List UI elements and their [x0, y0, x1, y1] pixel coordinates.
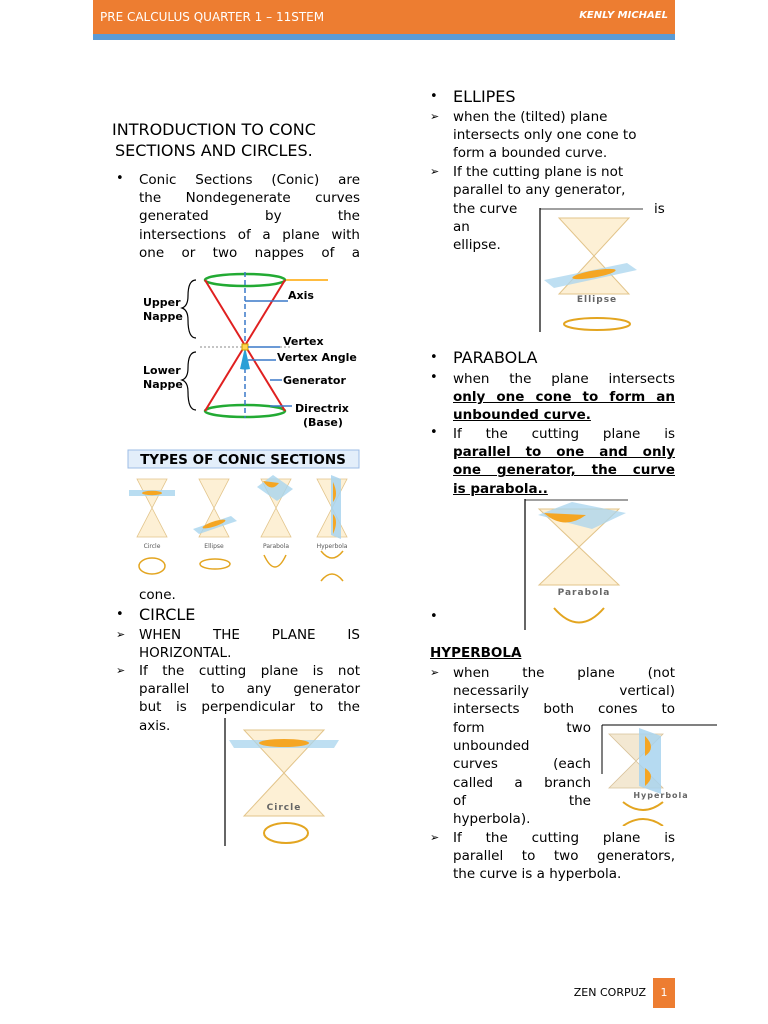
- intro-line: Conic Sections (Conic) are: [139, 172, 360, 188]
- type-circle-cone: [129, 479, 175, 574]
- intro-line: intersections of a plane with: [139, 226, 360, 243]
- parabola-figure-label: Parabola: [557, 588, 611, 598]
- type-label-circle: Circle: [143, 543, 161, 550]
- parabola-item-1: [453, 370, 675, 425]
- arrow-bullet-icon: ➢: [116, 664, 126, 677]
- circle-heading: CIRCLE: [139, 605, 196, 624]
- type-ellipse-cone: [193, 479, 237, 569]
- arrow-bullet-icon: ➢: [430, 666, 440, 679]
- circle-line: axis.: [139, 717, 171, 734]
- ellipse-item-2: [453, 163, 675, 199]
- bullet-dot: •: [116, 607, 124, 622]
- hyperbola-line: of the: [453, 792, 591, 809]
- ellipse-line: when the (tilted) plane: [453, 109, 608, 125]
- ellipse-item-1: [453, 108, 675, 163]
- types-of-conic-sections-figure: [127, 447, 362, 584]
- hyperbola-line: curves (each: [453, 756, 591, 773]
- hyperbola-line: hyperbola).: [453, 811, 531, 828]
- bullet-dot: •: [430, 425, 438, 440]
- ellipse-line: intersects only one cone to: [453, 127, 637, 144]
- type-label-ellipse: Ellipse: [204, 543, 224, 550]
- ellipse-cone-figure: [539, 208, 644, 332]
- ellipse-heading: ELLIPES: [453, 87, 516, 106]
- circle-line: parallel to any generator: [139, 681, 360, 698]
- intro-line: one or two nappes of a: [139, 244, 360, 261]
- bullet-dot: •: [116, 171, 124, 186]
- hyperbola-line: necessarily vertical): [453, 683, 675, 700]
- label-upper-nappe-2: Nappe: [143, 310, 183, 323]
- hyperbola-line: unbounded: [453, 738, 530, 755]
- parabola-line: when the plane intersects: [453, 371, 675, 387]
- hyperbola-line: If the cutting plane is: [453, 830, 675, 846]
- hyperbola-item-1-narrow: [453, 719, 591, 828]
- label-vertex-angle: Vertex Angle: [277, 351, 357, 364]
- ellipse-text-the-curve: the curve: [453, 201, 518, 217]
- ellipse-text-an: an: [453, 219, 470, 235]
- header-author: KENLY MICHAEL: [579, 10, 668, 21]
- types-title: TYPES OF CONIC SECTIONS: [140, 452, 346, 468]
- arrow-bullet-icon: ➢: [116, 628, 126, 641]
- label-lower-nappe-1: Lower: [143, 364, 181, 377]
- hyperbola-line: called a branch: [453, 774, 591, 791]
- header-course-title: PRE CALCULUS QUARTER 1 – 11STEM: [100, 10, 325, 24]
- parabola-line-emphasis: parallel to one and only: [453, 444, 675, 461]
- type-parabola-cone: [257, 475, 293, 567]
- parabola-cone-figure: [524, 499, 629, 630]
- arrow-bullet-icon: ➢: [430, 110, 440, 123]
- ellipse-line: form a bounded curve.: [453, 145, 608, 162]
- arrow-bullet-icon: ➢: [430, 165, 440, 178]
- bullet-dot: •: [430, 350, 438, 365]
- label-directrix-base: (Base): [303, 416, 343, 429]
- circle-line: WHEN THE PLANE IS: [139, 627, 360, 643]
- label-lower-nappe-2: Nappe: [143, 378, 183, 391]
- parabola-item-2: [453, 425, 675, 498]
- type-hyperbola-cone: [317, 475, 347, 581]
- circle-line: but is perpendicular to the: [139, 699, 360, 716]
- parabola-line-emphasis: unbounded curve.: [453, 407, 591, 424]
- bullet-dot: •: [430, 370, 438, 385]
- hyperbola-line: when the plane (not: [453, 665, 675, 681]
- circle-line: HORIZONTAL.: [139, 645, 232, 662]
- type-label-parabola: Parabola: [263, 543, 289, 550]
- parabola-line: If the cutting plane is: [453, 426, 675, 442]
- header-stripe: [93, 34, 675, 40]
- bullet-dot: •: [430, 89, 438, 104]
- parabola-line-emphasis: only one cone to form an: [453, 389, 675, 406]
- page-number: 1: [653, 978, 675, 1008]
- ellipse-figure-label: Ellipse: [576, 295, 618, 305]
- hyperbola-line: parallel to two generators,: [453, 848, 675, 865]
- intro-continuation: cone.: [139, 587, 176, 603]
- arrow-bullet-icon: ➢: [430, 831, 440, 844]
- label-vertex: Vertex: [283, 335, 324, 348]
- parabola-line-emphasis: one generator, the curve: [453, 462, 675, 479]
- hyperbola-item-1-top: [453, 664, 675, 719]
- circle-cone-figure: [224, 718, 344, 846]
- circle-line: If the cutting plane is not: [139, 663, 360, 679]
- parabola-line-emphasis: is parabola..: [453, 480, 548, 497]
- hyperbola-item-2: [453, 829, 675, 884]
- ellipse-line: parallel to any generator,: [453, 182, 626, 199]
- ellipse-line: If the cutting plane is not: [453, 164, 624, 180]
- page-title: [112, 119, 372, 161]
- hyperbola-heading: HYPERBOLA: [430, 645, 522, 661]
- label-upper-nappe-1: Upper: [143, 296, 181, 309]
- ellipse-text-is: is: [654, 201, 665, 217]
- label-axis: Axis: [288, 289, 314, 302]
- ellipse-text-ellipse: ellipse.: [453, 237, 501, 253]
- parabola-heading: PARABOLA: [453, 348, 538, 367]
- cone-anatomy-diagram: [140, 268, 365, 438]
- hyperbola-line: intersects both cones to: [453, 701, 675, 718]
- hyperbola-line: form two: [453, 720, 591, 736]
- circle-item-1: [139, 626, 360, 662]
- title-line-1: INTRODUCTION TO CONC: [112, 120, 316, 139]
- type-label-hyperbola: Hyperbola: [316, 543, 348, 550]
- bullet-dot: •: [430, 609, 438, 624]
- footer-author: ZEN CORPUZ: [573, 986, 646, 999]
- circle-figure-label: Circle: [266, 803, 302, 813]
- label-generator: Generator: [283, 374, 346, 387]
- hyperbola-cone-figure: [601, 724, 718, 826]
- intro-line: generated by the: [139, 208, 360, 225]
- hyperbola-figure-label: Hyperbola: [633, 791, 689, 800]
- hyperbola-line: the curve is a hyperbola.: [453, 866, 622, 883]
- intro-paragraph: [139, 171, 360, 262]
- title-line-2: SECTIONS AND CIRCLES.: [115, 141, 313, 160]
- label-directrix: Directrix: [295, 402, 349, 415]
- intro-line: the Nondegenerate curves: [139, 190, 360, 207]
